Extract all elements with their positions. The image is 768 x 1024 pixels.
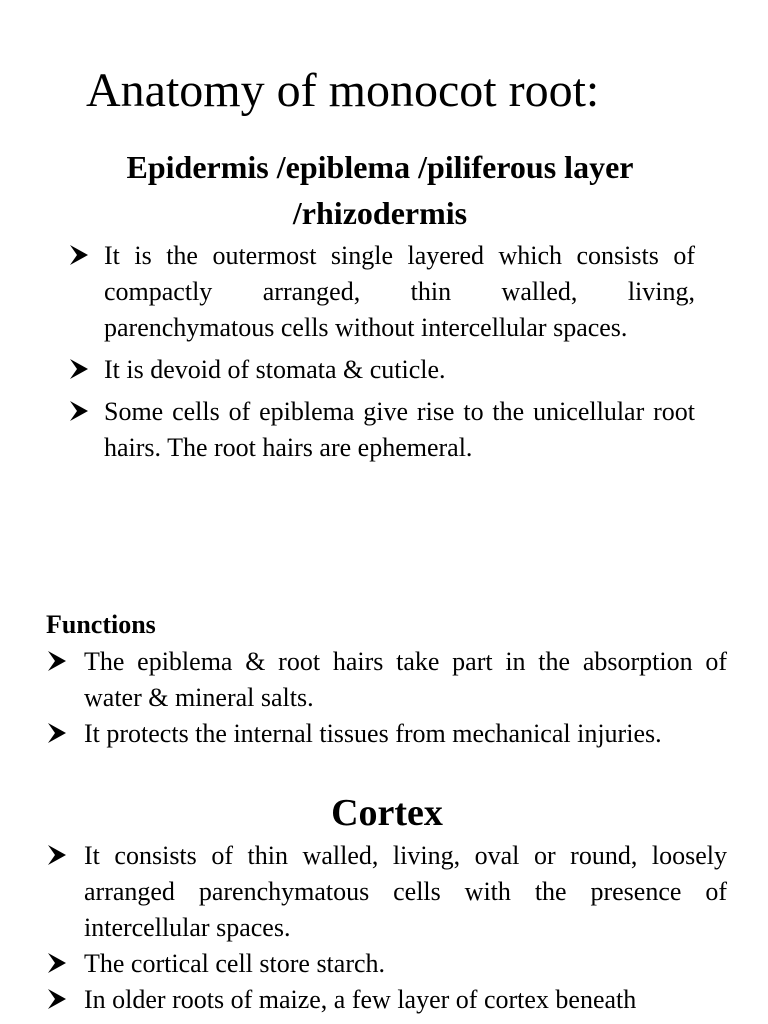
cortex-bullet [46,982,727,1018]
epidermis-heading: Epidermis /epiblema /piliferous layer /rhizodermis [126,149,634,231]
cortex-bullet-text: In older roots of maize, a few layer of cortex beneath [84,985,637,1014]
cortex-bullet-text: It consists of thin walled, living, oval or round, loosely arranged parenchymatous cells with the presence of intercellular spaces. [84,841,727,942]
cortex-bullet [46,946,727,982]
cortex-bullet-text: The cortical cell store starch. [84,949,386,978]
arrow-bullet-icon [68,398,90,424]
arrow-bullet-icon [46,986,68,1012]
arrow-bullet-icon [46,842,68,868]
epidermis-bullet [68,238,695,346]
cortex-bullet-list [46,838,727,1018]
functions-label: Functions [46,610,156,639]
epidermis-bullet [68,394,695,466]
arrow-bullet-icon [68,356,90,382]
functions-bullet [46,644,727,716]
functions-bullet-text: The epiblema & root hairs take part in the absorption of water & mineral salts. [84,647,727,712]
epidermis-bullet-list [68,238,695,472]
functions-bullet-list [46,644,727,752]
cortex-heading: Cortex [331,792,443,834]
arrow-bullet-icon [46,648,68,674]
arrow-bullet-icon [68,242,90,268]
arrow-bullet-icon [46,950,68,976]
cortex-bullet [46,838,727,946]
epidermis-bullet-text: Some cells of epiblema give rise to the unicellular root hairs. The root hairs are ephemeral. [104,397,695,462]
epidermis-bullet-text: It is devoid of stomata & cuticle. [104,355,446,384]
page-title: Anatomy of monocot root: [86,64,600,117]
arrow-bullet-icon [46,720,68,746]
functions-bullet [46,716,727,752]
epidermis-bullet [68,352,695,388]
epidermis-bullet-text: It is the outermost single layered which consists of compactly arranged, thin walled, living, parenchymatous cells without intercellular spaces. [104,241,695,342]
functions-bullet-text: It protects the internal tissues from mechanical injuries. [84,719,662,748]
